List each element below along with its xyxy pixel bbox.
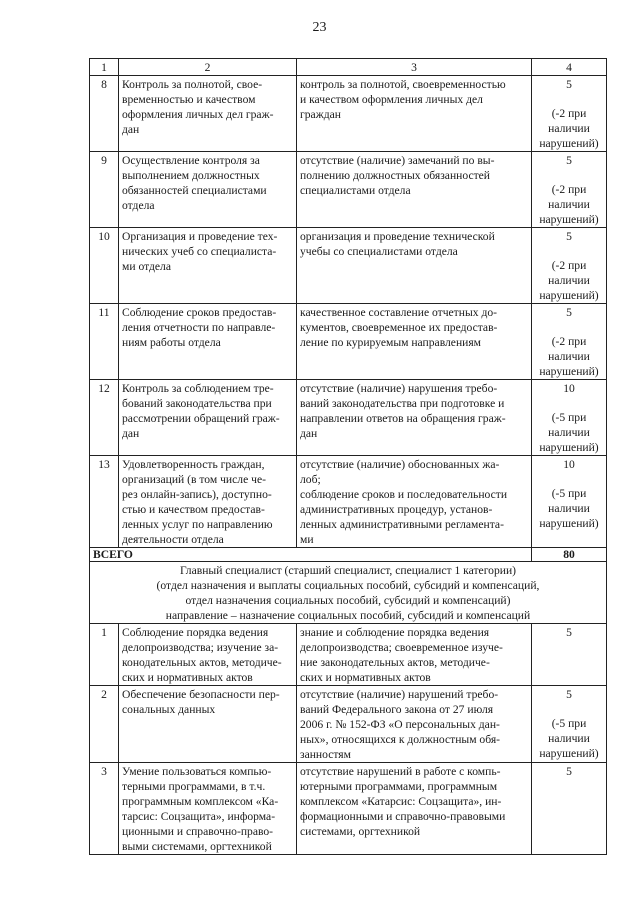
spacer: [535, 320, 603, 334]
indicator-cell-line: отсутствие (наличие) нарушений требо-: [300, 688, 499, 701]
penalty-note: (-5 при: [551, 411, 587, 424]
criterion-cell-line: конодательных актов, методиче-: [122, 656, 282, 669]
indicator-cell-line: формационными и справочно-правовыми: [300, 810, 506, 823]
penalty-note: (-2 при: [551, 107, 587, 120]
criterion-cell-line: ми отдела: [122, 260, 171, 273]
row-number: 9: [90, 152, 119, 228]
criterion-cell-line: ционными и справочно-право-: [122, 825, 274, 838]
criteria-table: [89, 58, 607, 855]
spacer: [535, 168, 603, 182]
criterion-cell: [119, 304, 297, 380]
score-cell: [532, 763, 607, 855]
table-row: [90, 686, 607, 763]
section-title-line: отдел назначения социальных пособий, субсидий и компенсаций): [185, 594, 511, 607]
spacer: [535, 92, 603, 106]
row-number: 13: [90, 456, 119, 548]
indicator-cell-line: ми: [300, 533, 314, 546]
table-row: [90, 624, 607, 686]
indicator-cell: [297, 686, 532, 763]
score-cell: [532, 228, 607, 304]
penalty-note: нарушений): [539, 289, 599, 302]
indicator-cell-line: ление по курируемым направлениям: [300, 336, 482, 349]
score-cell: [532, 456, 607, 548]
criterion-cell-line: дан: [122, 427, 140, 440]
indicator-cell-line: комплексом «Катарсис: Соцзащита», ин-: [300, 795, 502, 808]
criterion-cell-line: тарсис: Соцзащита», информа-: [122, 810, 276, 823]
penalty-note: наличии: [548, 350, 590, 363]
indicator-cell-line: системами, оргтехникой: [300, 825, 421, 838]
table-row: [90, 304, 607, 380]
penalty-note: нарушений): [539, 747, 599, 760]
spacer: [535, 472, 603, 486]
column-number: 4: [532, 59, 607, 76]
indicator-cell-line: ютерными программами, программным: [300, 780, 498, 793]
criterion-cell-line: Обеспечение безопасности пер-: [122, 688, 280, 701]
criterion-cell: [119, 456, 297, 548]
criterion-cell-line: нических учеб со специалиста-: [122, 245, 277, 258]
table-group-a: [90, 76, 607, 548]
row-number: 3: [90, 763, 119, 855]
criterion-cell-line: Соблюдение порядка ведения: [122, 626, 269, 639]
spacer: [535, 244, 603, 258]
row-number: 11: [90, 304, 119, 380]
spacer: [535, 396, 603, 410]
indicator-cell: [297, 624, 532, 686]
table-row: [90, 152, 607, 228]
penalty-note: (-2 при: [551, 183, 587, 196]
criterion-cell-line: оформления личных дел граж-: [122, 108, 274, 121]
penalty-note: наличии: [548, 274, 590, 287]
penalty-note: (-5 при: [551, 717, 587, 730]
score-value: 10: [563, 382, 575, 395]
indicator-cell-line: качественное составление отчетных до-: [300, 306, 497, 319]
indicator-cell-line: ных», относящихся к должностным обя-: [300, 733, 501, 746]
penalty-note: нарушений): [539, 517, 599, 530]
row-number: 1: [90, 624, 119, 686]
criterion-cell-line: рассмотрении обращений граж-: [122, 412, 280, 425]
criterion-cell-line: ниям работы отдела: [122, 336, 221, 349]
criterion-cell-line: дан: [122, 123, 140, 136]
score-cell: [532, 624, 607, 686]
penalty-note: нарушений): [539, 137, 599, 150]
indicator-cell-line: кументов, своевременное их предостав-: [300, 321, 498, 334]
criterion-cell-line: выполнением должностных: [122, 169, 260, 182]
column-number: 1: [90, 59, 119, 76]
score-cell: [532, 686, 607, 763]
column-number: 2: [119, 59, 297, 76]
score-cell: [532, 304, 607, 380]
indicator-cell-line: полнению должностных обязанностей: [300, 169, 491, 182]
score-cell: [532, 152, 607, 228]
penalty-note: наличии: [548, 502, 590, 515]
indicator-cell-line: отсутствие (наличие) обоснованных жа-: [300, 458, 500, 471]
indicator-cell: [297, 304, 532, 380]
indicator-cell-line: отсутствие (наличие) нарушения требо-: [300, 382, 498, 395]
page-number: 23: [312, 20, 327, 35]
indicator-cell-line: ние законодательных актов, методиче-: [300, 656, 490, 669]
criterion-cell-line: Организация и проведение тех-: [122, 230, 278, 243]
indicator-cell-line: 2006 г. № 152-ФЗ «О персональных дан-: [300, 718, 500, 731]
criterion-cell-line: ленных услуг по направлению: [122, 518, 273, 531]
section-title-line: Главный специалист (старший специалист, специалист 1 категории): [179, 564, 517, 577]
penalty-note: нарушений): [539, 441, 599, 454]
column-number: 3: [297, 59, 532, 76]
score-value: 5: [566, 78, 572, 91]
table-row: [90, 228, 607, 304]
spacer: [535, 702, 603, 716]
penalty-note: наличии: [548, 198, 590, 211]
indicator-cell: [297, 380, 532, 456]
total-row: [90, 548, 607, 562]
row-number: 10: [90, 228, 119, 304]
criterion-cell-line: ских и нормативных актов: [122, 671, 253, 684]
criterion-cell: [119, 152, 297, 228]
score-value: 5: [566, 230, 572, 243]
score-value: 5: [566, 688, 572, 701]
criterion-cell: [119, 76, 297, 152]
criterion-cell: [119, 763, 297, 855]
table-row: [90, 380, 607, 456]
indicator-cell: [297, 763, 532, 855]
penalty-note: нарушений): [539, 365, 599, 378]
section-title-line: (отдел назначения и выплаты социальных пособий, субсидий и компенсаций,: [156, 579, 540, 592]
score-value: 5: [566, 765, 572, 778]
criterion-cell-line: организаций (в том числе че-: [122, 473, 266, 486]
criterion-cell: [119, 228, 297, 304]
criterion-cell-line: деятельности отдела: [122, 533, 224, 546]
indicator-cell: [297, 76, 532, 152]
criterion-cell-line: временностью и качеством: [122, 93, 256, 106]
indicator-cell-line: занностям: [300, 748, 351, 761]
table-row: [90, 456, 607, 548]
criterion-cell-line: Контроль за полнотой, свое-: [122, 78, 263, 91]
penalty-note: наличии: [548, 122, 590, 135]
indicator-cell-line: соблюдение сроков и последовательности: [300, 488, 508, 501]
criterion-cell-line: отдела: [122, 199, 155, 212]
criterion-cell-line: делопроизводства; изучение за-: [122, 641, 279, 654]
indicator-cell-line: ленных административными регламента-: [300, 518, 504, 531]
score-value: 5: [566, 154, 572, 167]
indicator-cell-line: отсутствие (наличие) замечаний по вы-: [300, 154, 495, 167]
table-row: [90, 76, 607, 152]
penalty-note: наличии: [548, 426, 590, 439]
table-row: [90, 763, 607, 855]
score-value: 10: [563, 458, 575, 471]
indicator-cell-line: ваний законодательства при подготовке и: [300, 397, 505, 410]
indicator-cell-line: лоб;: [300, 473, 321, 486]
indicator-cell-line: ских и нормативных актов: [300, 671, 431, 684]
row-number: 12: [90, 380, 119, 456]
section-title-line: направление – назначение социальных пособий, субсидий и компенсаций: [165, 609, 531, 622]
indicator-cell-line: административных процедур, установ-: [300, 503, 493, 516]
indicator-cell-line: граждан: [300, 108, 341, 121]
criterion-cell-line: Умение пользоваться компью-: [122, 765, 272, 778]
criterion-cell-line: выми системами, оргтехникой: [122, 840, 272, 853]
indicator-cell: [297, 152, 532, 228]
row-number: 2: [90, 686, 119, 763]
section-title: [90, 562, 607, 624]
total-label: ВСЕГО: [90, 548, 532, 562]
criterion-cell-line: терными программами, в т.ч.: [122, 780, 266, 793]
indicator-cell-line: ваний Федерального закона от 27 июля: [300, 703, 494, 716]
indicator-cell-line: организация и проведение технической: [300, 230, 495, 243]
score-cell: [532, 380, 607, 456]
indicator-cell-line: контроль за полнотой, своевременностью: [300, 78, 506, 91]
criterion-cell-line: Соблюдение сроков предостав-: [122, 306, 277, 319]
total-value: 80: [532, 548, 607, 562]
indicator-cell-line: специалистами отдела: [300, 184, 411, 197]
criterion-cell-line: программным комплексом «Ка-: [122, 795, 279, 808]
penalty-note: (-5 при: [551, 487, 587, 500]
penalty-note: нарушений): [539, 213, 599, 226]
penalty-note: (-2 при: [551, 259, 587, 272]
indicator-cell: [297, 456, 532, 548]
indicator-cell-line: дан: [300, 427, 318, 440]
indicator-cell-line: знание и соблюдение порядка ведения: [300, 626, 490, 639]
indicator-cell-line: делопроизводства; своевременное изуче-: [300, 641, 503, 654]
criterion-cell-line: обязанностей специалистами: [122, 184, 267, 197]
table-group-b: [90, 624, 607, 855]
criterion-cell: [119, 624, 297, 686]
criterion-cell: [119, 686, 297, 763]
criterion-cell-line: бований законодательства при: [122, 397, 272, 410]
criterion-cell-line: стью и качеством предостав-: [122, 503, 265, 516]
penalty-note: наличии: [548, 732, 590, 745]
criterion-cell-line: Контроль за соблюдением тре-: [122, 382, 274, 395]
score-cell: [532, 76, 607, 152]
criterion-cell: [119, 380, 297, 456]
indicator-cell-line: и качеством оформления личных дел: [300, 93, 483, 106]
row-number: 8: [90, 76, 119, 152]
criterion-cell-line: Удовлетворенность граждан,: [122, 458, 265, 471]
criterion-cell-line: сональных данных: [122, 703, 216, 716]
criterion-cell-line: Осуществление контроля за: [122, 154, 260, 167]
column-number-row: [90, 59, 607, 76]
penalty-note: (-2 при: [551, 335, 587, 348]
indicator-cell: [297, 228, 532, 304]
score-value: 5: [566, 626, 572, 639]
indicator-cell-line: направлении ответов на обращения граж-: [300, 412, 506, 425]
criterion-cell-line: рез онлайн-запись), доступно-: [122, 488, 272, 501]
score-value: 5: [566, 306, 572, 319]
criterion-cell-line: ления отчетности по направле-: [122, 321, 276, 334]
indicator-cell-line: учебы со специалистами отдела: [300, 245, 458, 258]
section-title-row: [90, 562, 607, 624]
indicator-cell-line: отсутствие нарушений в работе с компь-: [300, 765, 501, 778]
